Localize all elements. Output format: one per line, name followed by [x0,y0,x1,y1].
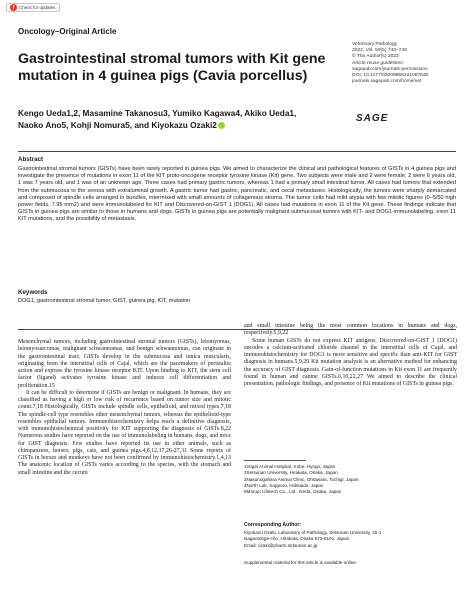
affiliation-line: 1Vogel Animal Hospital, Kobe, Hyogo, Japan [244,464,336,469]
corresponding-line: Nagaotohge-cho, Hirakata, Osaka 573-0101, Japan. [244,536,351,542]
journal-info-line: 2022, Vol. 59(5) 740–746 [352,48,407,54]
journal-info-line: Veterinary Pathology [352,42,398,47]
crossmark-icon [10,4,17,11]
affiliation-line: 2Setsunan University, Hirakata, Osaka, Japan [244,470,338,476]
journal-info-line: sagepub.com/journals-permissions [352,66,428,72]
section-label: Oncology–Original Article [18,27,117,36]
corresponding-author-details [244,530,457,549]
body-paragraph: and small intestine being the most common locations in humans and dogs, respectively.6,9,22 [244,323,457,337]
body-column-left [18,339,231,477]
keywords-heading: Keywords [18,289,48,296]
publisher-logo [356,112,408,124]
body-paragraph: Mesenchymal tumors, including gastrointestinal stromal tumors (GISTs), leiomyomas, leiomyosarcomas, malignant schwannomas, and benign schwannomas, can originate in the gastrointestinal tract. GISTs develop in the submucosa and tunica muscularis, originating from the interstitial cells of Cajal, which are the pacemakers of peristaltic action and express the tyrosine kinase receptor KIT. Upon binding to KIT, the stem cell factor (ligand) activates tyrosine kinase and induces cell differentiation and proliferation.15 [18,339,231,389]
affiliations [244,464,457,495]
orcid-icon[interactable] [218,122,225,129]
affiliation-line: 3Nasunogahara Animal Clinic, Ohtawara, Tochigi, Japan [244,476,359,482]
author-line-1: Kengo Ueda1,2, Masamine Takanosu3, Yumiko Kagawa4, Akiko Ueda1, [18,108,297,118]
affiliation-line: 4North Lab, Sapporo, Hokkaido, Japan [244,482,324,488]
corresponding-line: Kiyokazu Ozaki, Laboratory of Pathology, Setsunan University, 45-1 [244,530,382,535]
journal-info [352,42,468,85]
body-column-right [244,323,457,388]
keywords-text: DOG1, gastrointestinal stromal tumor, GIST, guinea pig, KIT, mutation [18,298,191,304]
article-title [18,51,348,85]
check-for-updates-badge[interactable] [6,3,60,12]
check-for-updates-label: Check for updates [19,5,56,10]
body-paragraph: Some human GISTs do not express KIT antigens. Discovered-on-GIST 1 (DOG1) encodes a calcium-activated chloride channel in the interstitial cells of Cajal, and immunohistochemistry for DOG1 is more sensitive and specific than anti-KIT for GIST diagnosis in humans.5,9,29 Kit mutation analysis is an alternative method for enhancing the accuracy of GIST diagnosis. Gain-of-function mutations in Kit exon 11 are frequently found in human and canine GISTs.6,10,22,27 We aimed to describe the clinical presentation, pathologic findings, and presence of Kit mutations of GISTs in guinea pigs. [244,337,457,387]
abstract-text: Gastrointestinal stromal tumors (GISTs) have been rarely reported in guinea pigs. We aimed to characterize the clinical and pathological features of GISTs in 4 guinea pigs and investigate the presence of mutations in exon 11 of the KIT proto-oncogene receptor tyrosine kinase (Kit) gene. Two subjects were male and 2 were female; 2 were 6 years old, 1 was 7 years old, and 1 was of an unknown age. Three cases had primary gastric tumors, whereas 1 had a primary small intestinal tumor. All cases had tumors that extended from the submucosa to the serosa with extraluminal growth. A gastric tumor had gastric, pancreatic, and cecal metastases. Histologically, the tumors were sharply demarcated and composed of spindle cells arranged in bundles, intermixed with small amounts of collagenous stroma. The tumor cells had mild atypia with few mitotic figures (0–5/50 high power fields, 7.95 mm2) and were immunolabeled for KIT and Discovered-on-GIST 1 (DOG1). All cases had mutations in exon 11 of the Kit gene. These findings indicate that GISTs in guinea pigs are similar to those in humans and dogs. GISTs in guinea pigs are potentially malignant submucosal tumors with KIT- and DOG1-immunolabeling, exon 11 KIT mutations, and the possibility of metastasis. [18,166,456,223]
publisher-logo-text: SAGE [356,112,389,124]
journal-info-line: journals.sagepub.com/home/vet [352,79,422,85]
affiliation-line: 5Marupi Lifetech Co., Ltd., Ikeda, Osaka, Japan [244,489,342,495]
article-title-text: Gastrointestinal stromal tumors with Kit gene mutation in 4 guinea pigs (Cavia porcellus) [18,51,326,84]
corresponding-author-heading: Corresponding Author: [244,522,302,528]
supplemental-note: Supplemental material for this article is available online. [244,560,358,565]
journal-info-line: Article reuse guidelines: [352,60,404,66]
body-paragraph: It can be difficult to determine if GISTs are benign or malignant. In humans, they are classified as having a high or low risk of recurrence based on tumor size and mitotic count.7,18 Histologically, GISTs include spindle cells, epithelioid, and mixed types.7,18 The spindle-cell type resembles other mesenchymal tumors, whereas the epithelioid-type resembles epithelial tumors. Immunohistochemistry helps reach a definitive diagnosis, with immunohistochemical positivity for KIT supporting the diagnosis of GISTs.8,22 Numerous studies have reported on the use of immunolabeling in humans, dogs, and mice for GIST diagnosis. Few studies have reported its use in other animals, such as chimpanzees, horses, pigs, cats, and guinea pigs.4,8,12,17,26-27,31 Some reports of GISTs in horses and monkeys have not been confirmed by immunohistochemistry.1,4,13 The anatomic location of GISTs varies according to the species, with the stomach and small intestine and the cecum [18,389,231,476]
abstract-heading: Abstract [18,156,44,163]
author-line-2: Naoko Ano5, Kohji Nomura5, and Kiyokazu Ozaki2 [18,119,217,130]
journal-info-line: DOI: 10.1177/03009858221087630 [352,73,429,79]
abstract-top-rule [18,151,456,152]
corresponding-email[interactable]: Email: ozaki@pharm.setsunan.ac.jp [244,542,318,548]
journal-info-line: © The Author(s) 2022 [352,54,399,60]
author-list [18,108,338,131]
affiliation-rule [244,460,306,461]
